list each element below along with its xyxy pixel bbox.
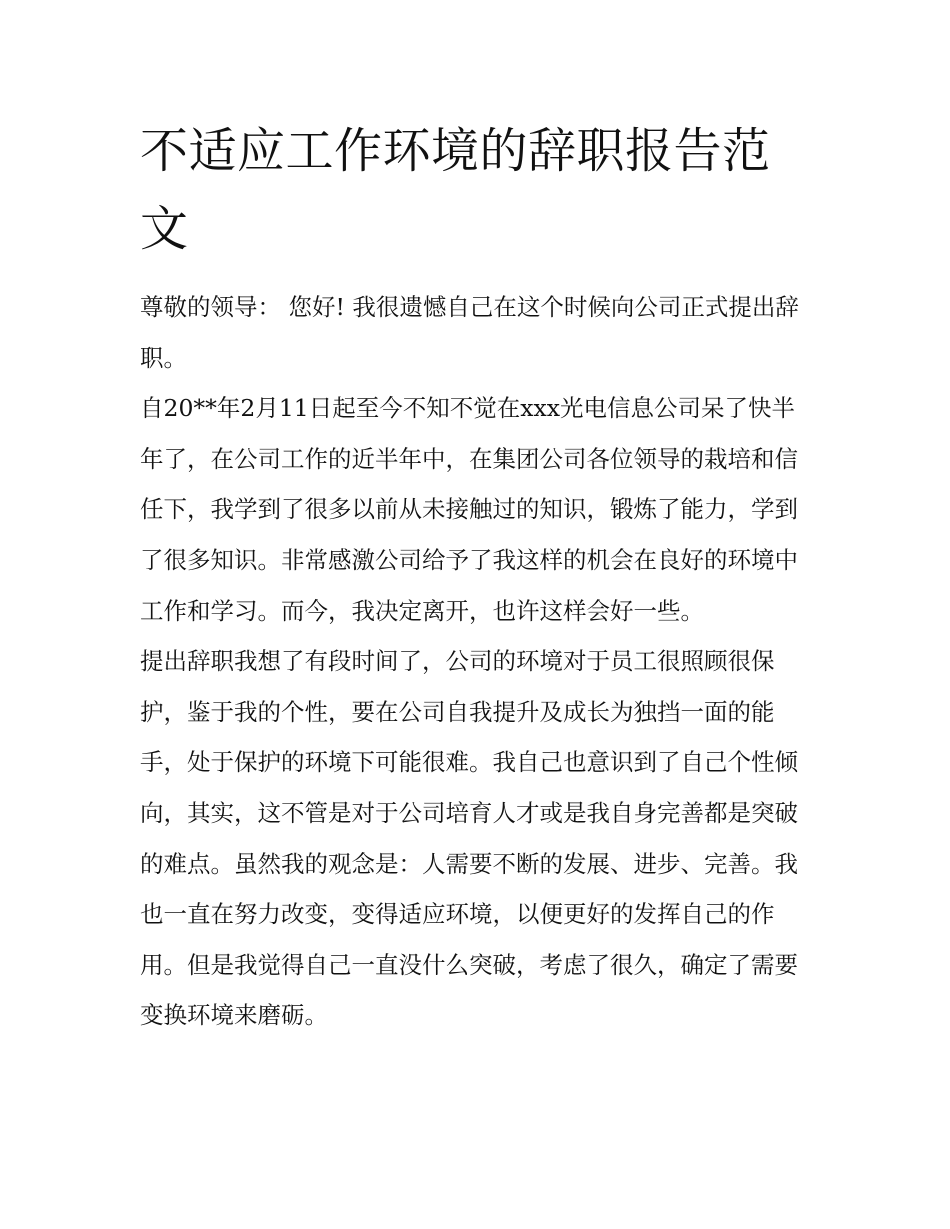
document-title: 不适应工作环境的辞职报告范文 xyxy=(140,123,771,257)
document-body xyxy=(140,112,812,1041)
paragraph-greeting: 尊敬的领导： 您好! 我很遗憾自己在这个时候向公司正式提出辞职。 xyxy=(140,293,799,372)
paragraph-work-experience: 自20**年2月11日起至今不知不觉在xxx光电信息公司呆了快半年了，在公司工作的近半年中，在集团公司各位领导的栽培和信任下，我学到了很多以前从未接触过的知识，锻炼了能力，学到了很多知识。非常感激公司给予了我这样的机会在良好的环境中工作和学习。而今，我决定离开，也许这样会好一些。 xyxy=(140,394,798,625)
paragraph-resignation-reason: 提出辞职我想了有段时间了，公司的环境对于员工很照顾很保护，鉴于我的个性，要在公司自我提升及成长为独挡一面的能手，处于保护的环境下可能很难。我自己也意识到了自己个性倾向，其实，这不管是对于公司培育人才或是我自身完善都是突破的难点。虽然我的观念是：人需要不断的发展、进步、完善。我也一直在努力改变，变得适应环境，以便更好的发挥自己的作用。但是我觉得自己一直没什么突破，考虑了很久，确定了需要变换环境来磨砺。 xyxy=(140,647,798,1030)
